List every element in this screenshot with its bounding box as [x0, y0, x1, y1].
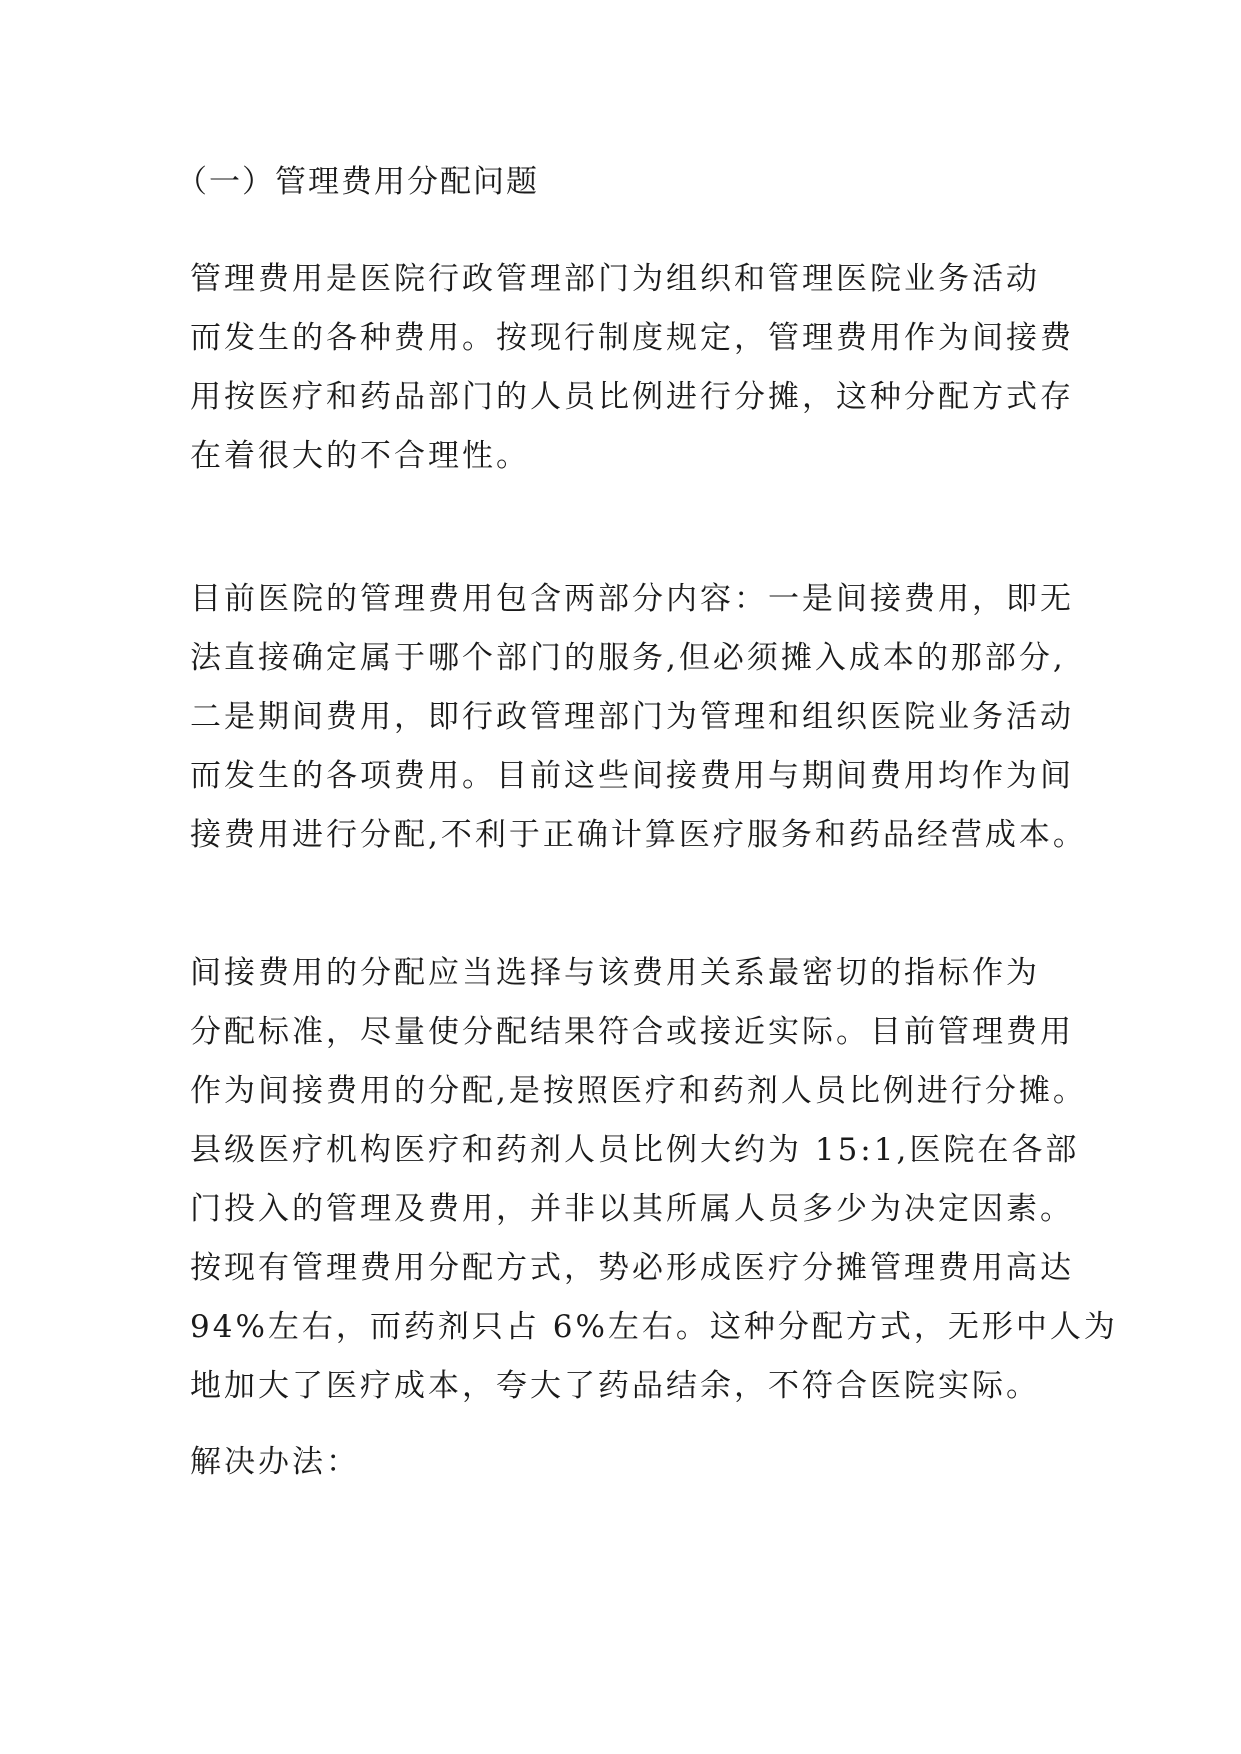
text-line: 在着很大的不合理性。: [190, 438, 530, 474]
text-line: 94%左右，而药剂只占 6%左右。这种分配方式，无形中人为: [190, 1309, 1118, 1345]
text-line: 地加大了医疗成本，夸大了药品结余，不符合医院实际。: [190, 1368, 1040, 1404]
paragraph-1: [190, 250, 1074, 486]
paragraph-3: [190, 944, 1118, 1416]
text-line: 县级医疗机构医疗和药剂人员比例大约为 15:1,医院在各部: [190, 1132, 1080, 1168]
paragraph-2: [190, 570, 1087, 865]
text-line: 管理费用是医院行政管理部门为组织和管理医院业务活动: [190, 261, 1040, 297]
solution-label: 解决办法：: [190, 1444, 360, 1480]
section-heading: （一）管理费用分配问题: [176, 164, 539, 200]
text-line: 按现有管理费用分配方式，势必形成医疗分摊管理费用高达: [190, 1250, 1074, 1286]
text-line: 而发生的各项费用。目前这些间接费用与期间费用均作为间: [190, 758, 1074, 794]
text-line: 而发生的各种费用。按现行制度规定，管理费用作为间接费: [190, 320, 1074, 356]
text-line: 法直接确定属于哪个部门的服务,但必须摊入成本的那部分,: [190, 640, 1066, 676]
text-line: 目前医院的管理费用包含两部分内容：一是间接费用，即无: [190, 581, 1074, 617]
text-line: 接费用进行分配,不利于正确计算医疗服务和药品经营成本。: [190, 817, 1087, 853]
text-line: 门投入的管理及费用，并非以其所属人员多少为决定因素。: [190, 1191, 1074, 1227]
text-line: 分配标准，尽量使分配结果符合或接近实际。目前管理费用: [190, 1014, 1074, 1050]
text-line: 间接费用的分配应当选择与该费用关系最密切的指标作为: [190, 955, 1040, 991]
text-line: 二是期间费用，即行政管理部门为管理和组织医院业务活动: [190, 699, 1074, 735]
text-line: 作为间接费用的分配,是按照医疗和药剂人员比例进行分摊。: [190, 1073, 1087, 1109]
text-line: 用按医疗和药品部门的人员比例进行分摊，这种分配方式存: [190, 379, 1074, 415]
